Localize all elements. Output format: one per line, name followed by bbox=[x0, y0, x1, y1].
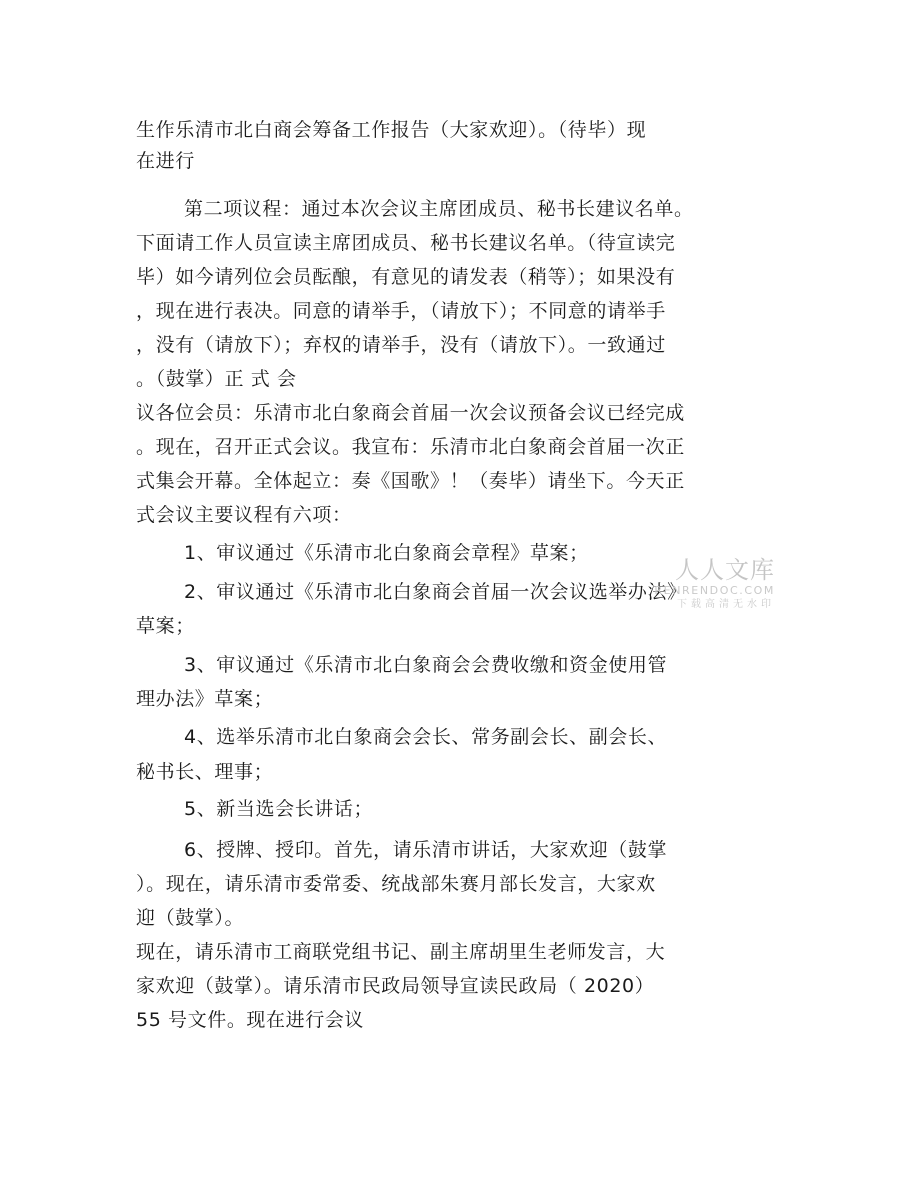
text-line: 。现在，召开正式会议。我宣布：乐清市北白象商会首届一次正 bbox=[136, 436, 685, 458]
text-line: 下面请工作人员宣读主席团成员、秘书长建议名单。（待宣读完 bbox=[136, 232, 676, 254]
text-line: 理办法》草案； bbox=[136, 688, 274, 710]
agenda-item-2: 2、审议通过《乐清市北白象商会首届一次会议选举办法》 bbox=[184, 581, 687, 603]
text-line: 55 号文件。现在进行会议 bbox=[136, 1009, 365, 1031]
agenda-item-5: 5、新当选会长讲话； bbox=[184, 798, 374, 820]
text-line: 毕）如今请列位会员酝酿，有意见的请发表（稍等）；如果没有 bbox=[136, 266, 676, 288]
watermark-url: RENRENDOC.COM bbox=[654, 584, 775, 597]
agenda-item-6: 6、授牌、授印。首先，请乐清市讲话，大家欢迎（鼓掌 bbox=[184, 839, 668, 861]
text-line: 秘书长、理事； bbox=[136, 761, 274, 783]
watermark-subtitle: 下载高清无水印 bbox=[677, 599, 775, 610]
agenda-item-4: 4、选举乐清市北白象商会会长、常务副会长、副会长、 bbox=[184, 726, 668, 748]
watermark bbox=[640, 556, 775, 628]
text-line: ，没有（请放下）；弃权的请举手，没有（请放下）。一致通过 bbox=[136, 334, 666, 356]
agenda-item-3: 3、审议通过《乐清市北白象商会会费收缴和资金使用管 bbox=[184, 654, 668, 676]
agenda-item-1: 1、审议通过《乐清市北白象商会章程》草案； bbox=[184, 542, 589, 564]
text-line: 草案； bbox=[136, 615, 195, 637]
text-line: 现在，请乐清市工商联党组书记、副主席胡里生老师发言，大 bbox=[136, 941, 666, 963]
text-line: 在进行 bbox=[136, 150, 195, 172]
text-line: 议各位会员：乐清市北白象商会首届一次会议预备会议已经完成 bbox=[136, 402, 685, 424]
text-line: 迎（鼓掌）。 bbox=[136, 907, 245, 929]
text-line: 式会议主要议程有六项： bbox=[136, 504, 352, 526]
text-line: 家欢迎（鼓掌）。请乐清市民政局领导宣读民政局（ 2020） bbox=[136, 975, 655, 997]
text-line: 式集会开幕。全体起立：奏《国歌》！（奏毕）请坐下。今天正 bbox=[136, 470, 685, 492]
text-line: ，现在进行表决。同意的请举手，（请放下）；不同意的请举手 bbox=[136, 300, 666, 322]
text-line: 。（鼓掌）正 式 会 bbox=[136, 368, 297, 390]
text-line: 第二项议程：通过本次会议主席团成员、秘书长建议名单。 bbox=[184, 198, 694, 220]
watermark-title: 人人文库 bbox=[675, 556, 775, 584]
text-line: 生作乐清市北白商会筹备工作报告（大家欢迎）。（待毕）现 bbox=[136, 119, 647, 141]
text-line: ）。现在，请乐清市委常委、统战部朱赛月部长发言，大家欢 bbox=[136, 873, 656, 895]
